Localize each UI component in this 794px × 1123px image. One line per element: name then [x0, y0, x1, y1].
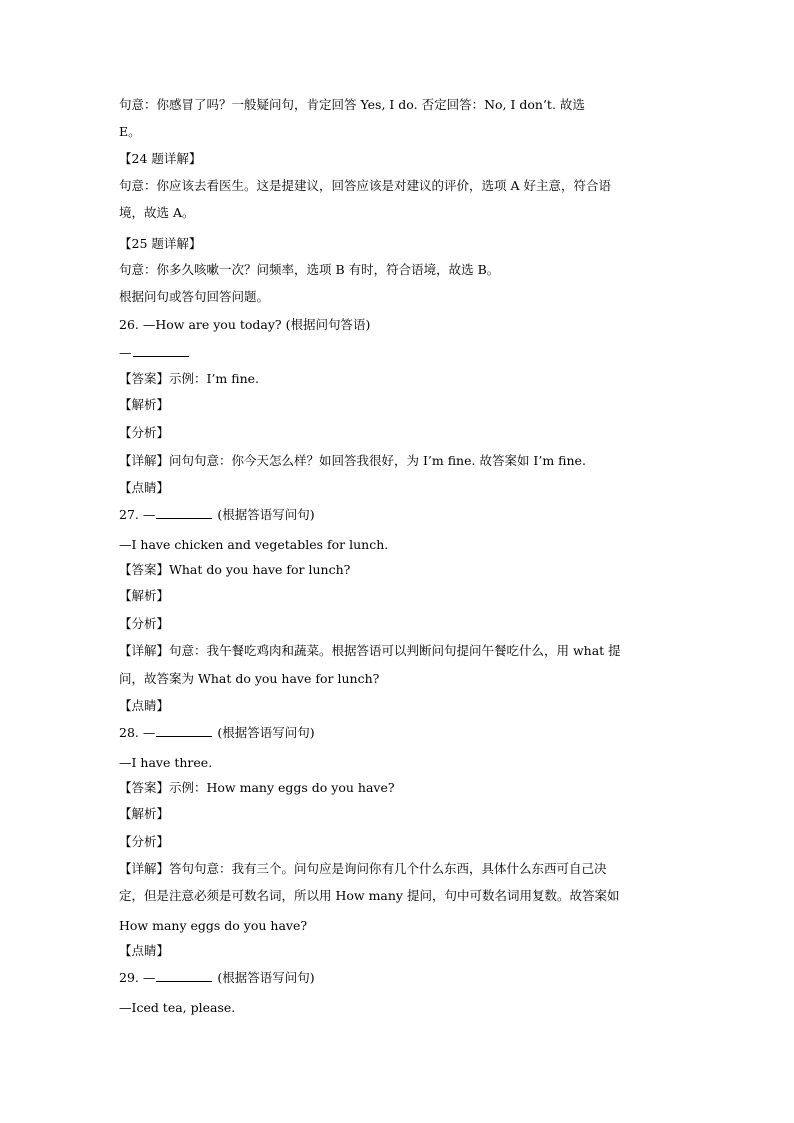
- analysis-label: 【解析】: [119, 806, 170, 821]
- text-line: —Iced tea, please.: [119, 1000, 236, 1015]
- text-line: 句意：你感冒了吗？一般疑问句，肯定回答 Yes, I do. 否定回答：No, I don’t. 故选: [119, 97, 585, 112]
- text-line: 句意：你应该去看医生。这是提建议，回答应该是对建议的评价，选项 A 好主意，符合语: [119, 178, 611, 193]
- answer-blank: [156, 507, 212, 519]
- answer-blank-line: [119, 345, 679, 361]
- analysis-label: 【分析】: [119, 834, 170, 849]
- tip-label: 【点睛】: [119, 480, 170, 495]
- question-29: 29. — (根据答语写问句): [119, 970, 315, 985]
- tip-label: 【点睛】: [119, 943, 170, 958]
- answer-label: 【答案】示例：I’m fine.: [119, 371, 259, 386]
- analysis-label: 【解析】: [119, 588, 170, 603]
- analysis-label: 【分析】: [119, 616, 170, 631]
- analysis-label: 【分析】: [119, 425, 170, 440]
- detail-text: 定，但是注意必须是可数名词，所以用 How many 提问，句中可数名词用复数。故答案如: [119, 888, 620, 903]
- text-line: 句意：你多久咳嗽一次？问频率，选项 B 有时，符合语境，故选 B。: [119, 262, 500, 277]
- dash: —: [119, 345, 132, 360]
- analysis-label: 【解析】: [119, 397, 170, 412]
- detail-text: 【详解】答句句意：我有三个。问句应是询问你有几个什么东西，具体什么东西可自己决: [119, 861, 607, 876]
- question-28: 28. — (根据答语写问句): [119, 725, 315, 740]
- detail-text: 问，故答案为 What do you have for lunch?: [119, 671, 380, 686]
- text-line: 根据问句或答句回答问题。: [119, 289, 270, 304]
- text-line: —I have chicken and vegetables for lunch.: [119, 537, 389, 552]
- section-heading: 【25 题详解】: [119, 236, 202, 251]
- question-26: 26. —How are you today? (根据问句答语): [119, 317, 371, 332]
- question-27: 27. — (根据答语写问句): [119, 507, 315, 522]
- answer-label: 【答案】示例：How many eggs do you have?: [119, 780, 395, 795]
- answer-blank: [156, 725, 212, 737]
- detail-text: 【详解】句意：我午餐吃鸡肉和蔬菜。根据答语可以判断问句提问午餐吃什么，用 what 提: [119, 643, 621, 658]
- text-line: 境，故选 A。: [119, 205, 195, 220]
- tip-label: 【点睛】: [119, 698, 170, 713]
- detail-text: How many eggs do you have?: [119, 918, 308, 933]
- answer-blank: [156, 970, 212, 982]
- text-line: E。: [119, 124, 141, 139]
- section-heading: 【24 题详解】: [119, 151, 202, 166]
- detail-text: 【详解】问句句意：你今天怎么样？如回答我很好，为 I’m fine. 故答案如 I’m fine.: [119, 453, 586, 468]
- answer-blank: [133, 345, 189, 357]
- answer-label: 【答案】What do you have for lunch?: [119, 562, 351, 577]
- text-line: —I have three.: [119, 755, 213, 770]
